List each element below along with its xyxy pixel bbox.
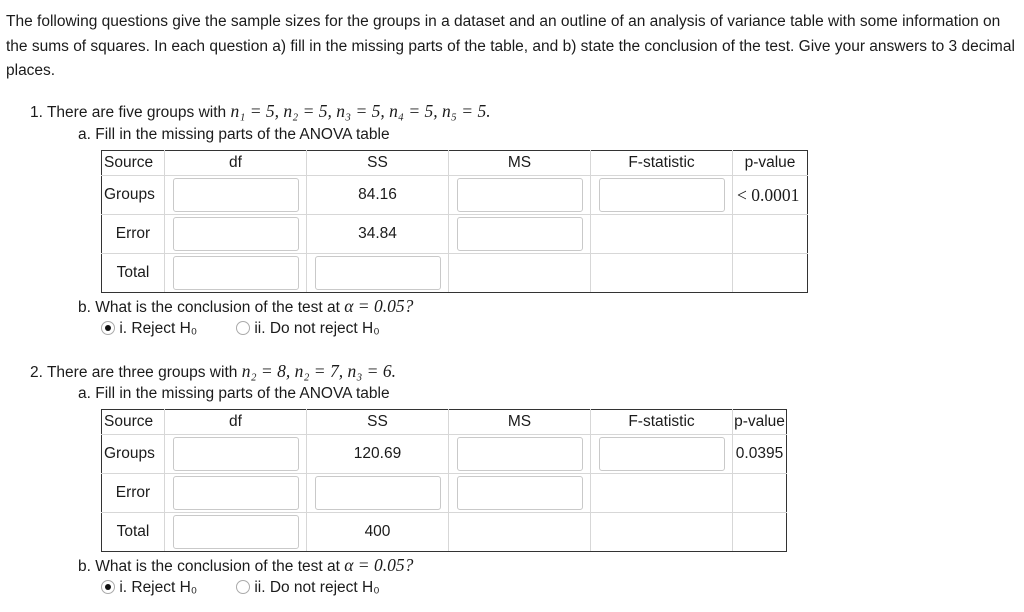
- q2-error-f-empty: [591, 474, 733, 513]
- q1-option-reject[interactable]: [101, 320, 197, 338]
- q2-header-df: df: [165, 410, 307, 435]
- q2-row-total-label: Total: [102, 513, 165, 552]
- q2-sample-sizes: n₂ = 8, n₂ = 7, n₃ = 6.: [241, 361, 396, 381]
- q2-total-df-input[interactable]: [173, 515, 299, 549]
- q2-part-b-label: b. What is the conclusion of the test at: [78, 558, 340, 575]
- q2-number: 2.: [30, 364, 43, 381]
- q2-not-reject-label: ii. Do not reject H₀: [254, 579, 380, 596]
- q1-total-ss-input[interactable]: [315, 256, 441, 290]
- q1-f-statistic-input[interactable]: [599, 178, 725, 212]
- q1-row-groups-label: Groups: [102, 176, 165, 215]
- q2-header-ss: SS: [307, 410, 449, 435]
- q1-number: 1.: [30, 104, 43, 121]
- q1-part-b-label: b. What is the conclusion of the test at: [78, 299, 340, 316]
- q1-part-b: [78, 296, 413, 317]
- q2-header-ms: MS: [449, 410, 591, 435]
- q2-groups-df-input[interactable]: [173, 437, 299, 471]
- q1-groups-p-value: < 0.0001: [733, 176, 808, 215]
- q1-lead: There are five groups with: [46, 104, 227, 121]
- q2-question: [30, 361, 396, 382]
- q1-reject-label: i. Reject H₀: [119, 320, 198, 337]
- q1-header-ms: MS: [449, 151, 591, 176]
- q2-f-statistic-input[interactable]: [599, 437, 725, 471]
- q1-alpha: α = 0.05?: [344, 296, 414, 316]
- q1-error-ms-input[interactable]: [457, 217, 583, 251]
- q1-header-df: df: [165, 151, 307, 176]
- q1-groups-df-input[interactable]: [173, 178, 299, 212]
- q1-total-f-empty: [591, 254, 733, 293]
- q2-row-error-label: Error: [102, 474, 165, 513]
- q1-row-error-label: Error: [102, 215, 165, 254]
- q2-error-p-empty: [733, 474, 787, 513]
- q1-groups-ms-input[interactable]: [457, 178, 583, 212]
- q2-lead: There are three groups with: [46, 364, 238, 381]
- q2-total-ss: 400: [307, 513, 449, 552]
- q2-reject-label: i. Reject H₀: [119, 579, 198, 596]
- q1-error-f-empty: [591, 215, 733, 254]
- q2-not-reject-radio[interactable]: [236, 580, 250, 594]
- q1-error-p-empty: [733, 215, 808, 254]
- q1-header-source: Source: [102, 151, 165, 176]
- q1-total-p-empty: [733, 254, 808, 293]
- q1-part-a-label: a. Fill in the missing parts of the ANOVA table: [78, 126, 390, 143]
- q2-error-ss-input[interactable]: [315, 476, 441, 510]
- q1-reject-radio[interactable]: [101, 321, 115, 335]
- q1-not-reject-label: ii. Do not reject H₀: [254, 320, 380, 337]
- q1-total-df-input[interactable]: [173, 256, 299, 290]
- q2-error-ms-input[interactable]: [457, 476, 583, 510]
- q1-error-df-input[interactable]: [173, 217, 299, 251]
- q2-alpha: α = 0.05?: [344, 555, 414, 575]
- q1-row-total-label: Total: [102, 254, 165, 293]
- q2-total-ms-empty: [449, 513, 591, 552]
- q1-total-ms-empty: [449, 254, 591, 293]
- q2-option-not-reject[interactable]: [236, 579, 380, 597]
- q2-groups-p-value: 0.0395: [733, 435, 787, 474]
- q2-groups-ms-input[interactable]: [457, 437, 583, 471]
- q2-total-p-empty: [733, 513, 787, 552]
- q1-question: [30, 101, 491, 122]
- q2-anova-table: [101, 409, 787, 552]
- q2-part-a-label: a. Fill in the missing parts of the ANOVA table: [78, 385, 390, 402]
- q2-part-b: [78, 555, 413, 576]
- q1-anova-table: [101, 150, 808, 293]
- instructions-text: The following questions give the sample sizes for the groups in a dataset and an outline of an analysis of variance table with some information on the sums of squares. In each question a) fill in the missing parts of the table, and b) state the conclusion of the test. Give your answers to 3 decimal places.: [6, 13, 1015, 79]
- q2-header-p: p-value: [733, 410, 787, 435]
- q1-error-ss: 34.84: [307, 215, 449, 254]
- q2-groups-ss: 120.69: [307, 435, 449, 474]
- q1-not-reject-radio[interactable]: [236, 321, 250, 335]
- q1-groups-ss: 84.16: [307, 176, 449, 215]
- q1-header-f: F-statistic: [591, 151, 733, 176]
- q1-option-not-reject[interactable]: [236, 320, 380, 338]
- q1-header-p: p-value: [733, 151, 808, 176]
- q2-row-groups-label: Groups: [102, 435, 165, 474]
- q2-error-df-input[interactable]: [173, 476, 299, 510]
- q2-total-f-empty: [591, 513, 733, 552]
- q2-option-reject[interactable]: [101, 579, 197, 597]
- q2-header-source: Source: [102, 410, 165, 435]
- q2-header-f: F-statistic: [591, 410, 733, 435]
- q1-header-ss: SS: [307, 151, 449, 176]
- q1-sample-sizes: n₁ = 5, n₂ = 5, n₃ = 5, n₄ = 5, n₅ = 5.: [230, 101, 491, 121]
- q2-reject-radio[interactable]: [101, 580, 115, 594]
